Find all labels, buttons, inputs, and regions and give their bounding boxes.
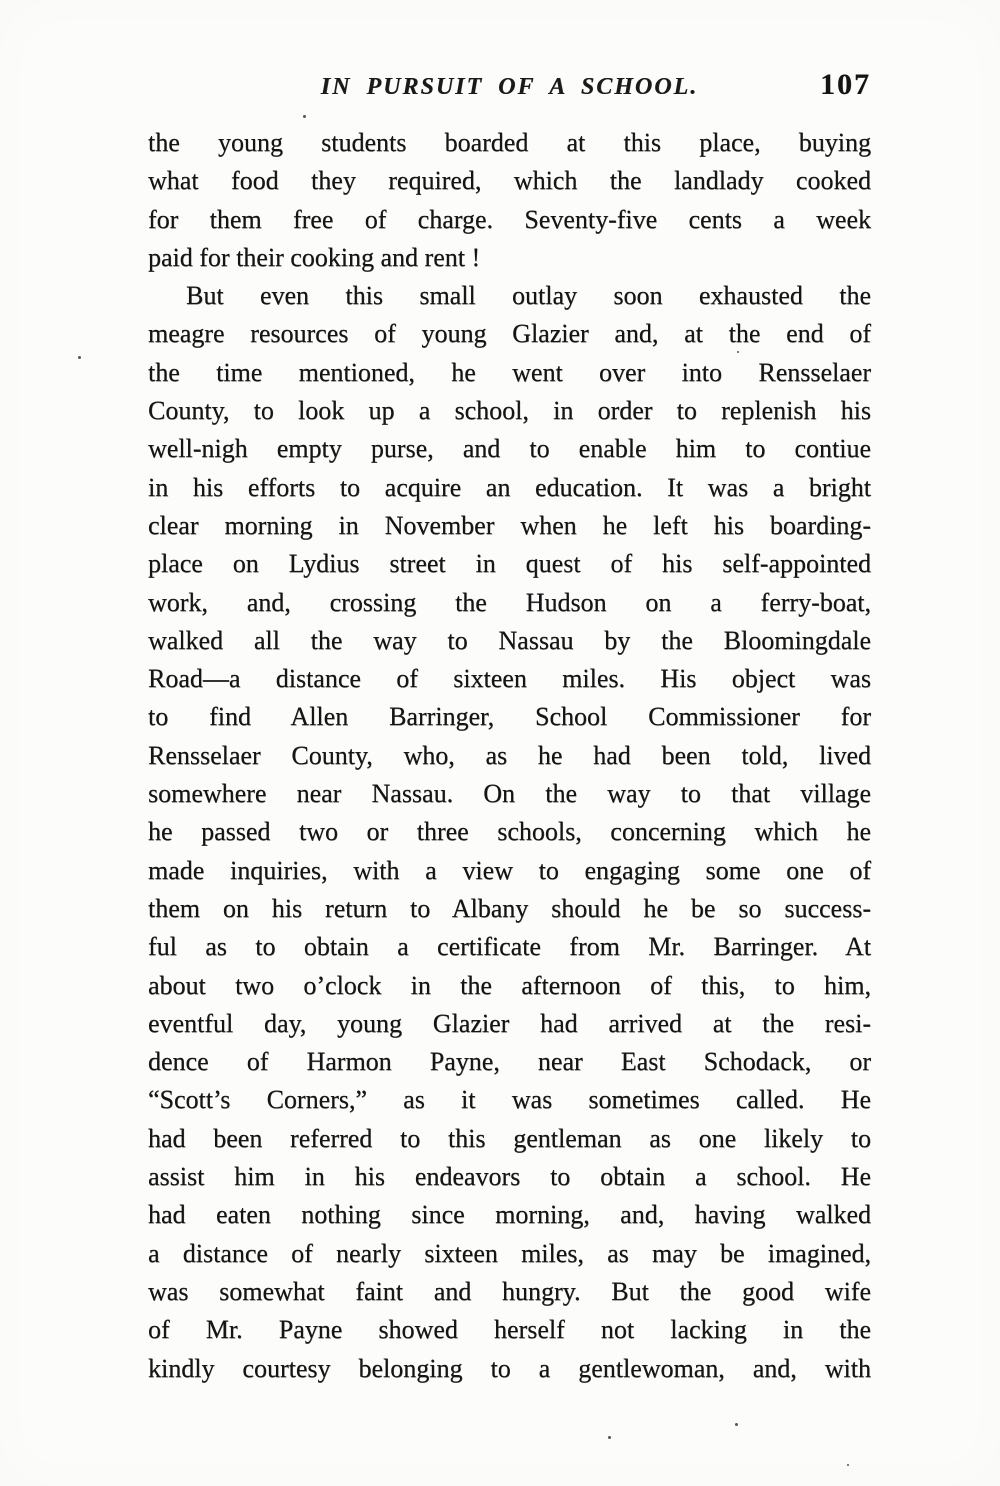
text-line: clear morning in November when he left his boarding- xyxy=(148,510,871,540)
text-line: kindly courtesy belonging to a gentlewoman, and, with xyxy=(148,1353,871,1383)
text-line: to find Allen Barringer, School Commissioner for xyxy=(148,702,871,732)
text-line: in his efforts to acquire an education. It was a bright xyxy=(148,472,871,502)
text-line: paid for their cooking and rent ! xyxy=(148,242,481,272)
text-line: somewhere near Nassau. On the way to that village xyxy=(148,779,871,809)
text-line: But even this small outlay soon exhausted the xyxy=(186,281,871,311)
text-line: them on his return to Albany should he be so success- xyxy=(148,893,871,923)
text-line: work, and, crossing the Hudson on a ferry-boat, xyxy=(148,587,871,617)
text-line: Rensselaer County, who, as he had been told, lived xyxy=(148,740,871,770)
text-line: made inquiries, with a view to engaging some one of xyxy=(148,855,871,885)
ink-speck xyxy=(78,356,81,359)
text-line: assist him in his endeavors to obtain a school. He xyxy=(148,1162,871,1192)
ink-speck xyxy=(847,1464,849,1466)
text-line: “Scott’s Corners,” as it was sometimes called. He xyxy=(148,1085,871,1115)
text-line: what food they required, which the landlady cooked xyxy=(148,166,871,196)
text-line: Road—a distance of sixteen miles. His object was xyxy=(148,664,871,694)
ink-speck xyxy=(303,115,306,118)
text-line: well-nigh empty purse, and to enable him to contiue xyxy=(148,434,871,464)
text-line: meagre resources of young Glazier and, at the end of xyxy=(148,319,871,349)
text-line: place on Lydius street in quest of his self-appointed xyxy=(148,549,871,579)
text-line: had been referred to this gentleman as one likely to xyxy=(148,1123,871,1153)
text-line: was somewhat faint and hungry. But the good wife xyxy=(148,1276,871,1306)
text-line: eventful day, young Glazier had arrived at the resi- xyxy=(148,1008,871,1038)
text-line: County, to look up a school, in order to replenish his xyxy=(148,396,871,426)
text-line: the young students boarded at this place, buying xyxy=(148,128,871,157)
text-line: the time mentioned, he went over into Rensselaer xyxy=(148,357,871,387)
text-line: dence of Harmon Payne, near East Schodack, or xyxy=(148,1047,871,1077)
text-line: he passed two or three schools, concerning which he xyxy=(148,817,871,847)
ink-speck xyxy=(735,1423,738,1426)
body-text xyxy=(148,124,871,1388)
text-line: of Mr. Payne showed herself not lacking in the xyxy=(148,1315,871,1345)
page-number: 107 xyxy=(820,68,871,101)
text-line: ful as to obtain a certificate from Mr. Barringer. At xyxy=(148,932,871,962)
text-line: walked all the way to Nassau by the Bloomingdale xyxy=(148,625,871,655)
ink-speck xyxy=(737,351,739,353)
text-line: for them free of charge. Seventy-five cents a week xyxy=(148,204,871,234)
text-line: about two o’clock in the afternoon of this, to him, xyxy=(148,970,871,1000)
ink-speck xyxy=(608,1436,611,1439)
running-header xyxy=(148,68,871,110)
text-line: a distance of nearly sixteen miles, as may be imagined, xyxy=(148,1238,871,1268)
running-header-title: IN PURSUIT OF A SCHOOL. xyxy=(320,74,699,100)
text-line: had eaten nothing since morning, and, having walked xyxy=(148,1200,871,1230)
